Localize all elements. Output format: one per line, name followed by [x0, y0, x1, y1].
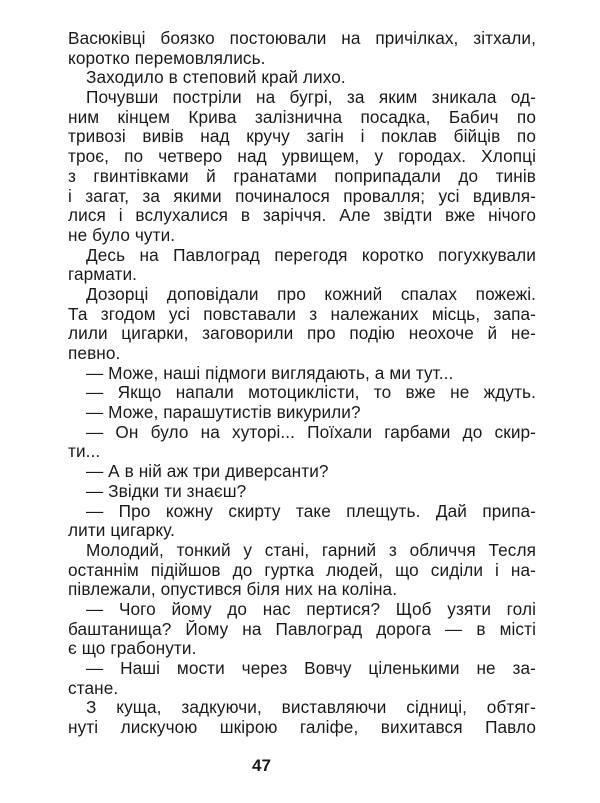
text-line: лили цигарки, заговорили про подію неохоче й не-: [68, 324, 536, 344]
text-line: з гвинтівками й гранатами поприпадали до тинів: [68, 166, 536, 186]
text-line: — Звідки ти знаєш?: [86, 480, 247, 501]
text-line: — Он було на хуторі... Поїхали гарбами до скир-: [86, 422, 536, 442]
text-line: — Наші мости через Вовчу ціленькими не за-: [86, 659, 536, 678]
text-line: баштанища? Йому на Павлоград дорога — в місті: [68, 619, 536, 639]
text-line: і загат, за якими починалося провалля; усі вдивля-: [68, 186, 536, 206]
text-line: лися і вслухалися в заріччя. Але звідти вже нічого: [68, 206, 536, 226]
text-line: З куща, задкуючи, виставляючи сідниці, обтяг-: [86, 698, 536, 718]
text-line: коротко перемовлялись.: [68, 47, 266, 68]
text-line: Молодий, тонкий у стані, гарний з обличчя Тесля: [86, 540, 536, 560]
page-number: 47: [252, 756, 271, 775]
text-line: останнім підійшов до гуртка людей, що сиділи і на-: [68, 560, 536, 580]
text-line: Десь на Павлоград перегодя коротко погухкували: [86, 245, 536, 265]
book-page-text: [68, 29, 536, 738]
text-line: — Може, парашутистів викурили?: [86, 402, 361, 423]
text-line: — Чого йому до нас пертися? Щоб узяти голі: [86, 599, 536, 619]
text-line: є що грабонути.: [68, 638, 197, 659]
text-line: Почувши постріли на бугрі, за яким зникала од-: [86, 88, 536, 108]
text-line: тривозі вивів над кручу загін і поклав бійців по: [68, 127, 536, 147]
text-line: — Якщо напали мотоциклісти, то вже не ждуть.: [86, 383, 536, 403]
text-line: — Про кожну скирту таке плещуть. Дай припа-: [86, 501, 536, 521]
text-line: ним кінцем Крива залізнична посадка, Бабич по: [68, 107, 536, 127]
text-line: — А в ній аж три диверсанти?: [86, 461, 329, 482]
text-line: певно.: [68, 343, 121, 363]
text-line: гармати.: [68, 264, 138, 285]
text-line: Дозорці доповідали про кожний спалах пожежі.: [86, 284, 536, 304]
text-line: Та згодом усі повставали з належаних місць, запа-: [68, 304, 536, 324]
text-line: лити цигарку.: [68, 520, 175, 541]
text-line: стане.: [68, 677, 119, 698]
text-line: Васюківці боязко постоювали на причілках, зітхали,: [68, 29, 536, 48]
text-line: півлежали, опустився біля них на коліна.: [68, 579, 398, 600]
text-line: нуті лискучою шкірою галіфе, вихитався Павло: [68, 718, 536, 738]
text-line: троє, по четверо над урвищем, у городах. Хлопці: [68, 147, 536, 167]
text-line: ти...: [68, 441, 101, 462]
text-line: Заходило в степовий край лихо.: [86, 67, 346, 88]
text-line: не було чути.: [68, 224, 176, 245]
text-line: — Може, наші підмоги виглядають, а ми тут...: [86, 362, 454, 383]
